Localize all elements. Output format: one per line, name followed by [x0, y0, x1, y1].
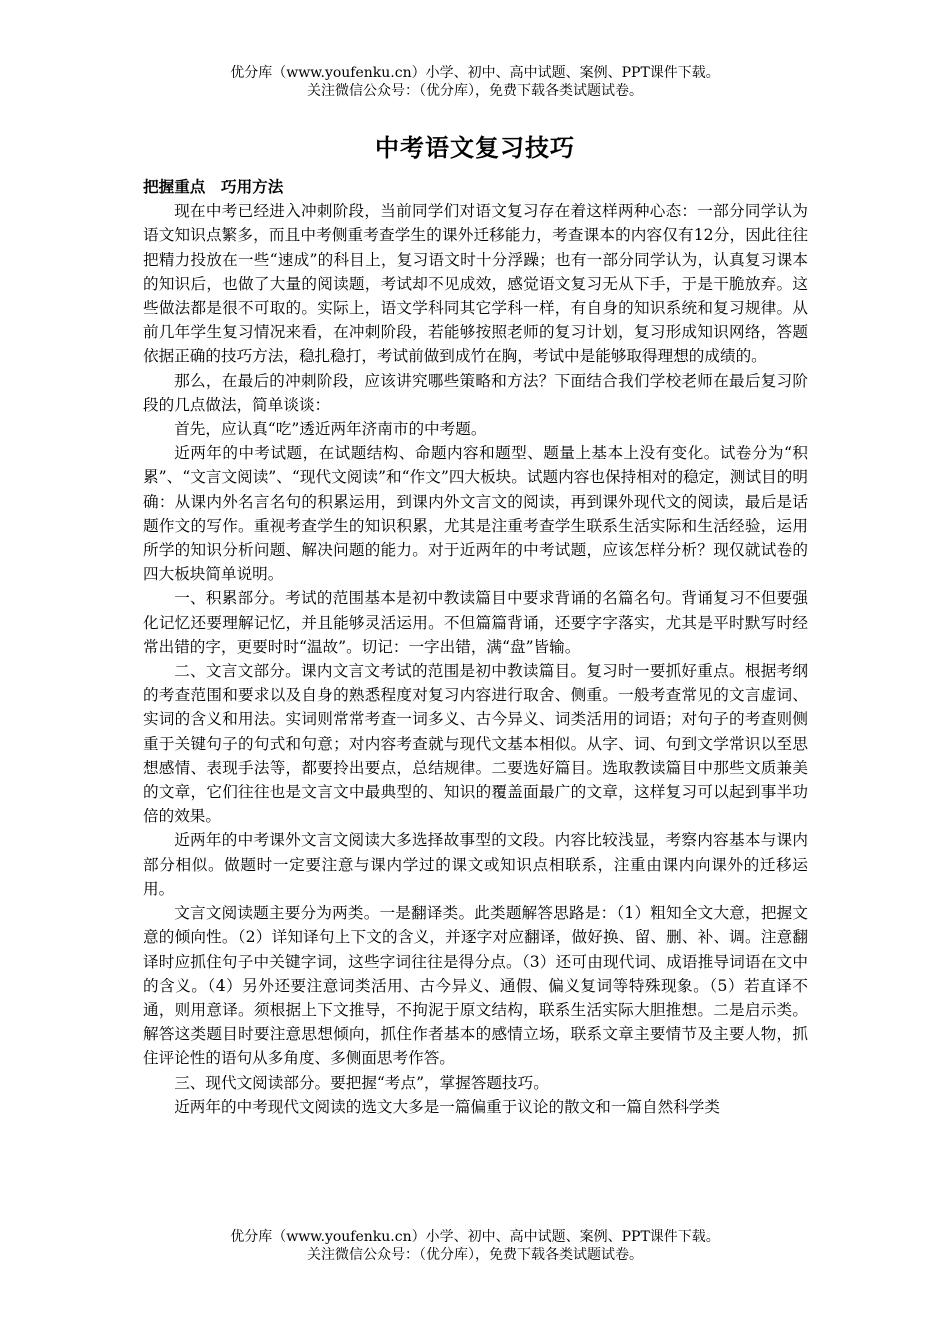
paragraph: 现在中考已经进入冲刺阶段，当前同学们对语文复习存在着这样两种心态：一部分同学认为语文知识点繁多，而且中考侧重考查学生的课外迁移能力，考查课本的内容仅有12分，因此往往把精力投放在一些“速成”的科目上，复习语文时十分浮躁；也有一部分同学认为，认真复习课本的知识后，也做了大量的阅读题，考试却不见成效，感觉语文复习无从下手，于是干脆放弃。这些做法都是很不可取的。实际上，语文学科同其它学科一样，有自身的知识系统和复习规律。从前几年学生复习情况来看，在冲刺阶段，若能够按照老师的复习计划，复习形成知识网络，答题依据正确的技巧方法，稳扎稳打，考试前做到成竹在胸，考试中是能够取得理想的成绩的。 [143, 202, 808, 366]
page-footer [0, 1228, 950, 1264]
header-line-2: 关注微信公众号：（优分库），免费下载各类试题试卷。 [307, 83, 643, 99]
section-subtitle: 把握重点 巧用方法 [143, 177, 284, 196]
paragraph: 一、积累部分。考试的范围基本是初中教读篇目中要求背诵的名篇名句。背诵复习不但要强化记忆还要理解记忆，并且能够灵活运用。不但篇篇背诵，还要字字落实，尤其是平时默写时经常出错的字，更要时时“温故”。切记：一字出错，满“盘”皆输。 [143, 589, 808, 656]
paragraph: 近两年的中考课外文言文阅读大多选择故事型的文段。内容比较浅显，考察内容基本与课内部分相似。做题时一定要注意与课内学过的课文或知识点相联系，注重由课内向课外的迁移运用。 [143, 831, 808, 898]
paragraph: 三、现代文阅读部分。要把握“考点”，掌握答题技巧。 [174, 1073, 549, 1092]
paragraph: 文言文阅读题主要分为两类。一是翻译类。此类题解答思路是：（1）粗知全文大意，把握文意的倾向性。（2）详知译句上下文的含义，并逐字对应翻译，做好换、留、删、补、调。注意翻译时应抓住句子中关键字词，这些字词往往是得分点。（3）还可由现代词、成语推导词语在文中的含义。（4）另外还要注意词类活用、古今异义、通假、偏义复词等特殊现象。（5）若直译不通，则用意译。须根据上下文推导，不拘泥于原文结构，联系生活实际大胆推想。二是启示类。解答这类题目时要注意思想倾向，抓住作者基本的感情立场，联系文章主要情节及主要人物，抓住评论性的语句从多角度、多侧面思考作答。 [143, 904, 808, 1068]
paragraph: 首先，应认真“吃”透近两年济南市的中考题。 [174, 420, 487, 439]
document-title: 中考语文复习技巧 [375, 133, 575, 162]
document-body [143, 175, 808, 1119]
header-line-1: 优分库（www.youfenku.cn）小学、初中、高中试题、案例、PPT课件下载。 [230, 65, 720, 81]
page-header [0, 64, 950, 100]
paragraph: 二、文言文部分。课内文言文考试的范围是初中教读篇目。复习时一要抓好重点。根据考纲的考查范围和要求以及自身的熟悉程度对复习内容进行取舍、侧重。一般考查常见的文言虚词、实词的含义和用法。实词则常常考查一词多义、古今异义、词类活用的词语；对句子的考查则侧重于关键句子的句式和句意；对内容考查就与现代文基本相似。从字、词、句到文学常识以至思想感情、表现手法等，都要拎出要点，总结规律。二要选好篇目。选取教读篇目中那些文质兼美的文章，它们往往也是文言文中最典型的、知识的覆盖面最广的文章，这样复习可以起到事半功倍的效果。 [143, 662, 808, 826]
paragraph: 近两年的中考现代文阅读的选文大多是一篇偏重于议论的散文和一篇自然科学类 [174, 1097, 720, 1116]
footer-line-2: 关注微信公众号：（优分库），免费下载各类试题试卷。 [307, 1247, 643, 1263]
paragraph: 那么，在最后的冲刺阶段，应该讲究哪些策略和方法？下面结合我们学校老师在最后复习阶段的几点做法，简单谈谈： [143, 371, 808, 414]
footer-line-1: 优分库（www.youfenku.cn）小学、初中、高中试题、案例、PPT课件下载。 [230, 1229, 720, 1245]
paragraph: 近两年的中考试题，在试题结构、命题内容和题型、题量上基本上没有变化。试卷分为“积累”、“文言文阅读”、“现代文阅读”和“作文”四大板块。试题内容也保持相对的稳定，测试目的明确：从课内外名言名句的积累运用，到课内外文言文的阅读，再到课外现代文的阅读，最后是话题作文的写作。重视考查学生的知识积累，尤其是注重考查学生联系生活实际和生活经验，运用所学的知识分析问题、解决问题的能力。对于近两年的中考试题，应该怎样分析？现仅就试卷的四大板块简单说明。 [143, 444, 808, 584]
